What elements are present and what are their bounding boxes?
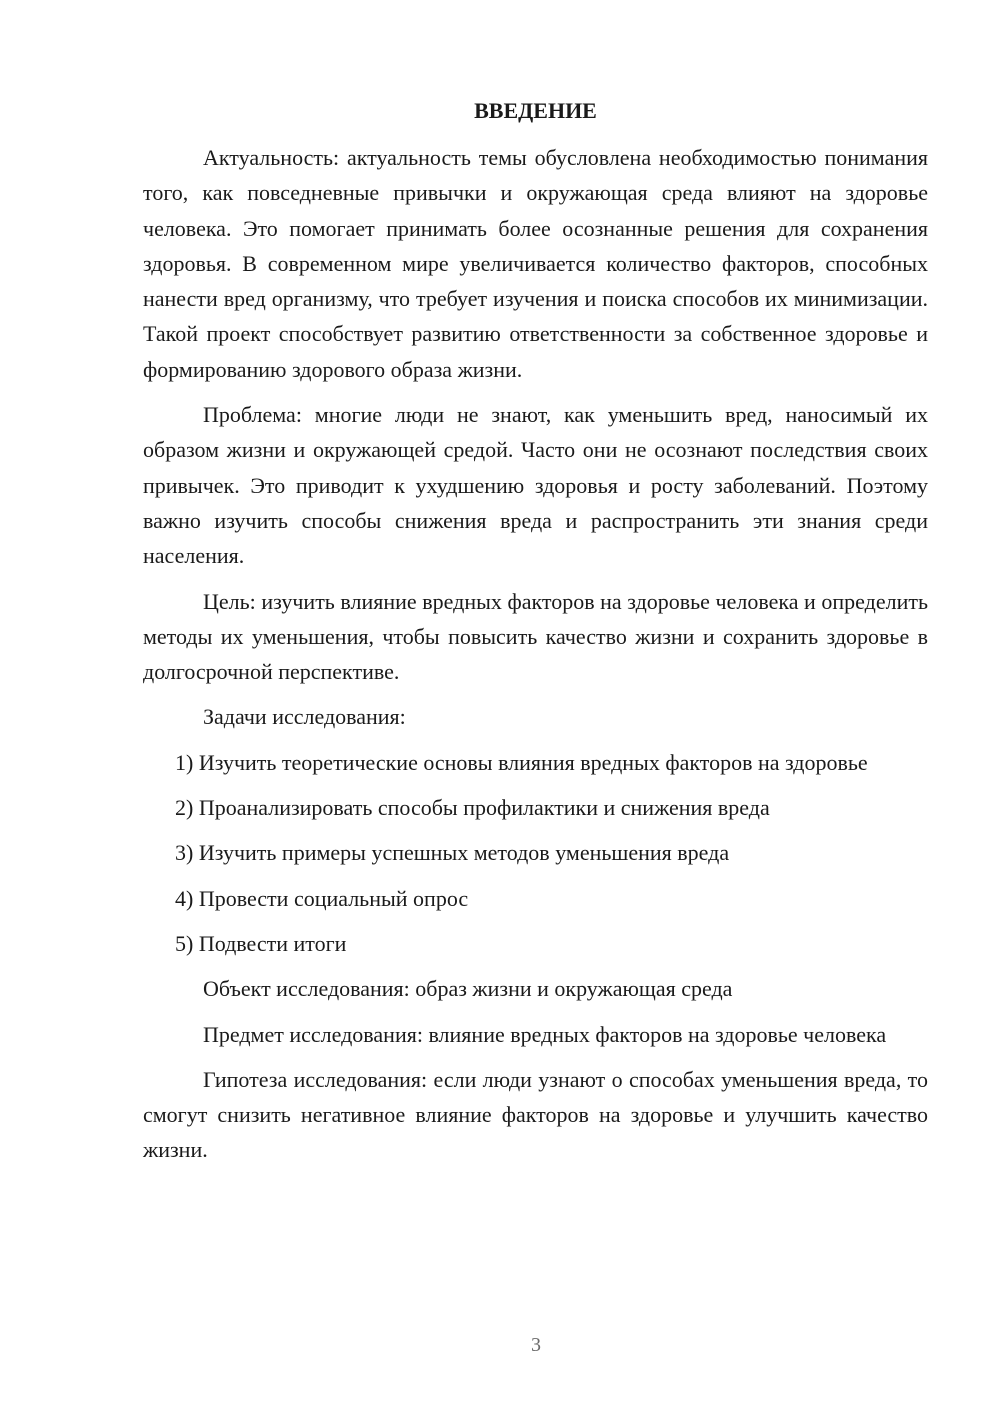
goal-paragraph: Цель: изучить влияние вредных факторов на здоровье человека и определить методы их уменьшения, чтобы повысить качество жизни и сохранить здоровье в долгосрочной перспективе. bbox=[143, 588, 928, 685]
task-item-2: 2) Проанализировать способы профилактики и снижения вреда bbox=[175, 795, 770, 821]
task-item-4: 4) Провести социальный опрос bbox=[175, 885, 469, 911]
problem-paragraph: Проблема: многие люди не знают, как уменьшить вред, наносимый их образом жизни и окружающей средой. Часто они не осознают последствия своих привычек. Это приводит к ухудшению здоровья и росту заболеваний. Поэтому важно изучить способы снижения вреда и распространить эти знания среди населения. bbox=[143, 402, 928, 569]
subject-paragraph: Предмет исследования: влияние вредных факторов на здоровье человека bbox=[203, 1021, 887, 1047]
task-item-1: 1) Изучить теоретические основы влияния вредных факторов на здоровье bbox=[175, 749, 868, 775]
hypothesis-paragraph: Гипотеза исследования: если люди узнают о способах уменьшения вреда, то смогут снизить негативное влияние факторов на здоровье и улучшить качество жизни. bbox=[143, 1066, 928, 1163]
task-item-5: 5) Подвести итоги bbox=[175, 930, 347, 956]
page-title: ВВЕДЕНИЕ bbox=[474, 98, 597, 123]
task-item-3: 3) Изучить примеры успешных методов уменьшения вреда bbox=[175, 840, 730, 866]
tasks-list bbox=[143, 745, 928, 961]
tasks-label: Задачи исследования: bbox=[203, 704, 406, 730]
relevance-paragraph: Актуальность: актуальность темы обусловлена необходимостью понимания того, как повседневные привычки и окружающая среда влияют на здоровье человека. Это помогает принимать более осознанные решения для сохранения здоровья. В современном мире увеличивается количество факторов, способных нанести вред организму, что требует изучения и поиска способов их минимизации. Такой проект способствует развитию ответственности за собственное здоровье и формированию здорового образа жизни. bbox=[143, 145, 928, 382]
object-paragraph: Объект исследования: образ жизни и окружающая среда bbox=[203, 976, 733, 1002]
document-body bbox=[143, 140, 928, 1178]
page-number: 3 bbox=[531, 1334, 541, 1356]
